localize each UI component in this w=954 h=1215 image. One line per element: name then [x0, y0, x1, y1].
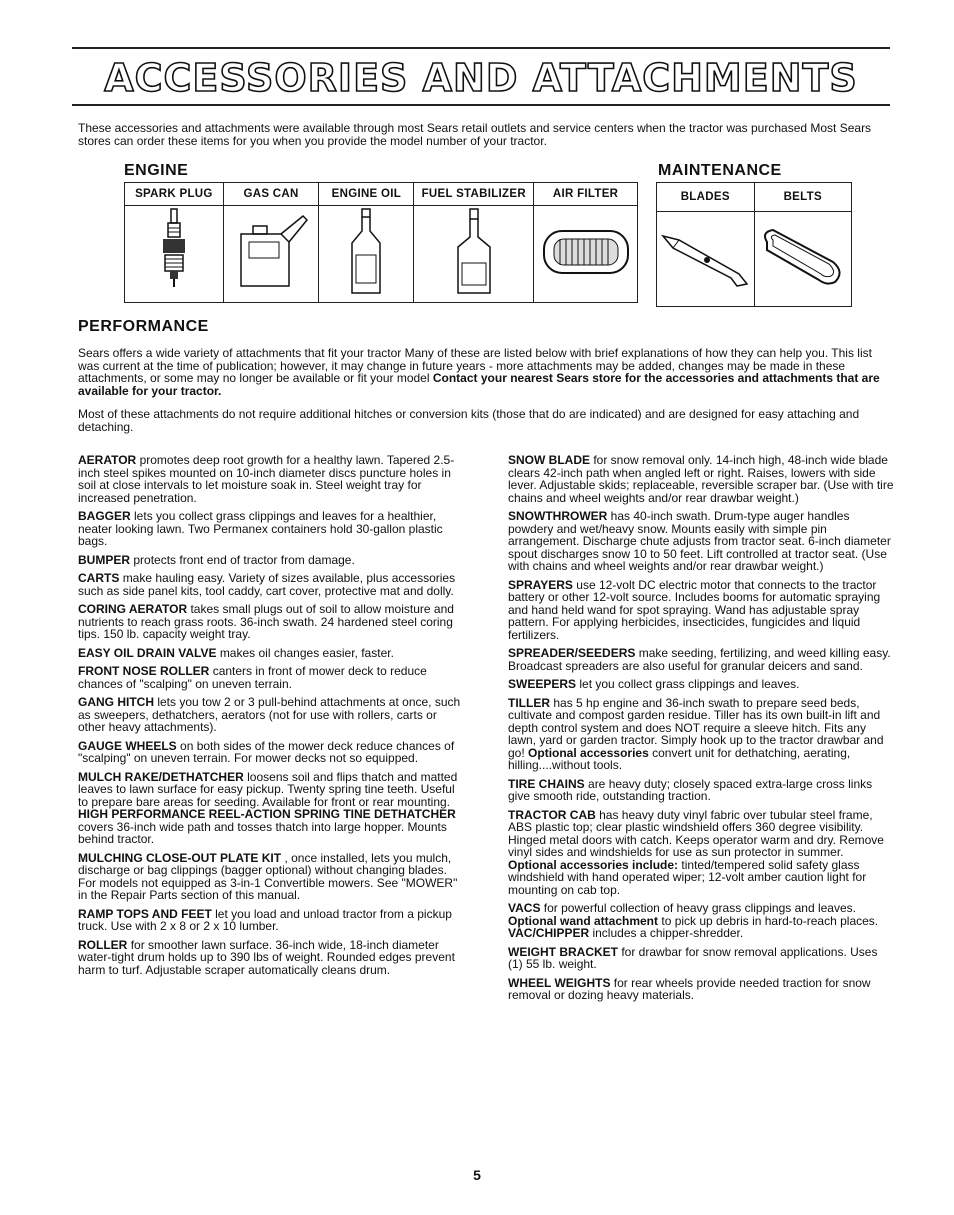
attachment-description: tinted/tempered solid safety glass windshield with hand operated wiper; 12-volt amber caution light for mounting on cab top.: [508, 857, 867, 897]
attachment-term: CORING AERATOR: [78, 602, 188, 616]
engine-item-air-filter: AIR FILTER: [534, 183, 638, 206]
attachment-entry: [508, 946, 895, 971]
engine-heading: ENGINE: [124, 162, 189, 179]
fuel-stabilizer-bottle-icon: [452, 207, 496, 297]
right-attachment-list: [508, 454, 895, 1008]
attachment-term: SNOW BLADE: [508, 453, 590, 467]
attachment-term: TILLER: [508, 695, 550, 710]
attachment-description: includes a chipper-shredder.: [592, 926, 744, 940]
attachment-term: SPRAYERS: [508, 577, 573, 592]
attachment-description: for rear wheels provide needed traction for snow removal or dozing heavy materials.: [508, 975, 871, 1002]
left-attachment-list: [78, 454, 465, 982]
attachment-entry: [508, 510, 895, 573]
attachment-description: for snow removal only. 14-inch high, 48-inch wide blade clears 42-inch path when angled left or right. Raises, lowers with side lever. Adjustable skids; replaceable, reversible scraper bar. (Use with tire chains and wheel weights and/or rear drawbar weight.): [508, 453, 894, 505]
attachment-description: has heavy duty vinyl fabric over tubular steel frame, ABS plastic top; clear plastic windshield offers 360 degree visibility. Hinged metal doors with catch. Keeps operator warm and dry. Remove vinyl sides and windshields for use as sun protector in summer.: [508, 807, 884, 859]
attachment-term: Optional accessories: [528, 745, 649, 760]
oil-bottle-icon: [346, 207, 386, 297]
attachment-description: on both sides of the mower deck reduce chances of "scalping" on uneven terrain. For mower decks not so equipped.: [78, 738, 455, 765]
attachment-term: Optional wand attachment: [508, 913, 659, 928]
belt-icon: [757, 222, 849, 292]
attachment-entry: [78, 908, 465, 933]
attachment-description: are heavy duty; closely spaced extra-large cross links give smooth ride, outstanding traction.: [508, 776, 873, 803]
attachment-entry: [508, 647, 895, 672]
mower-blade-icon: [659, 222, 751, 292]
attachment-description: for drawbar for snow removal applications. Uses (1) 55 lb. weight.: [508, 944, 878, 971]
attachment-term: FRONT NOSE ROLLER: [78, 664, 210, 678]
performance-heading: PERFORMANCE: [78, 318, 209, 335]
performance-note: Most of these attachments do not require additional hitches or conversion kits (those that do are indicated) and are designed for easy attaching and detaching.: [78, 407, 860, 434]
attachment-entry: [78, 939, 465, 977]
attachment-description: canters in front of mower deck to reduce chances of "scalping" on uneven terrain.: [78, 664, 427, 691]
performance-intro: [78, 347, 896, 397]
attachment-description: lets you tow 2 or 3 pull-behind attachments at once, such as sweepers, dethatchers, aerators (not for use with rollers, carts or other heavy attachments).: [78, 695, 461, 734]
attachment-description: use 12-volt DC electric motor that connects to the tractor battery or other 12-volt source. Includes booms for automatic spraying and hand held wand for spot spraying. Wand has adjustable spray pattern. For applying herbicides, insecticides, fungicides and liquid fertilizers.: [508, 577, 881, 642]
engine-item-fuel-stabilizer: FUEL STABILIZER: [414, 183, 534, 206]
maintenance-table: [656, 182, 852, 307]
intro-text: These accessories and attachments were available through most Sears retail outlets and service centers when the tractor was purchased Most Sears stores can order these items for you when you provide the model number of your tractor.: [78, 121, 872, 148]
attachment-entry: [78, 554, 465, 567]
page-title: ACCESSORIES AND ATTACHMENTS: [104, 56, 858, 100]
attachment-term: ROLLER: [78, 937, 128, 952]
attachment-description: convert unit for dethatching, aerating, hilling....without tools.: [508, 745, 851, 772]
attachment-description: covers 36-inch wide path and tosses thatch into large hopper. Mounts behind tractor.: [78, 819, 447, 846]
attachment-term: AERATOR: [78, 453, 137, 467]
engine-item-gas-can: GAS CAN: [223, 183, 319, 206]
attachment-entry: [508, 454, 895, 504]
attachment-term: RAMP TOPS AND FEET: [78, 906, 212, 921]
attachment-term: GANG HITCH: [78, 695, 154, 709]
spark-plug-icon: [159, 207, 189, 297]
attachment-description: lets you collect grass clippings and leaves for a healthier, neater looking lawn. Two Permanex containers hold 30-gallon plastic bags.: [78, 509, 443, 548]
attachment-term: VACS: [508, 901, 541, 915]
attachment-description: let you load and unload tractor from a pickup truck. Use with 2 x 8 or 2 x 10 lumber.: [78, 906, 452, 933]
attachment-description: make hauling easy. Variety of sizes available, plus accessories such as side panel kits, tool caddy, cart cover, protective mat and dolly.: [78, 571, 456, 598]
attachment-description: let you collect grass clippings and leaves.: [579, 677, 800, 691]
title-underline: [72, 104, 890, 106]
attachment-description: make seeding, fertilizing, and weed killing easy. Broadcast spreaders are also useful for granular deicers and sand.: [508, 646, 891, 673]
attachment-entry: [78, 572, 465, 597]
attachment-term: TIRE CHAINS: [508, 776, 585, 791]
maintenance-item-belts: BELTS: [754, 183, 852, 212]
attachment-entry: [78, 454, 465, 504]
attachment-term: TRACTOR CAB: [508, 807, 596, 822]
attachment-entry: [78, 852, 465, 902]
attachment-term: GAUGE WHEELS: [78, 738, 177, 753]
attachment-entry: [78, 603, 465, 641]
engine-item-engine-oil: ENGINE OIL: [319, 183, 414, 206]
attachment-description: has 40-inch swath. Drum-type auger handles powdery and wet/heavy snow. Mounts easily with simple pin arrangement. Discharge chute adjusts from tractor seat. 6-inch diameter spout discharges snow 10 to 50 feet. Lift controlled at tractor seat. (Use with chains and wheel weights and/or rear drawbar weight.): [508, 509, 891, 573]
attachment-description: takes small plugs out of soil to allow moisture and nutrients to reach grass roots. 36-inch swath. 24 hardened steel coring tips. 150 lb. capacity weight tray.: [78, 602, 454, 641]
attachment-entry: [78, 696, 465, 734]
attachment-entry: [78, 740, 465, 765]
attachment-entry: [78, 665, 465, 690]
attachment-term: WEIGHT BRACKET: [508, 944, 618, 959]
attachment-entry: [78, 771, 465, 846]
attachment-description: promotes deep root growth for a healthy lawn. Tapered 2.5-inch steel spikes mounted on 10-inch diameter discs puncture holes in soil at close intervals to let moisture soak in. Steel weight tray for increased penetration.: [78, 453, 455, 505]
page-number: 5: [473, 1167, 481, 1183]
attachment-term: SWEEPERS: [508, 677, 577, 691]
maintenance-heading: MAINTENANCE: [658, 162, 782, 179]
attachment-term: MULCHING CLOSE-OUT PLATE KIT: [78, 850, 282, 865]
attachment-term: Optional accessories include:: [508, 857, 679, 872]
attachment-description: loosens soil and flips thatch and matted leaves to lawn surface for easy pickup. Twenty spring tine teeth. Useful to prepare bare areas for seeding. Available for front or rear mounting.: [78, 769, 458, 809]
top-rule: [72, 47, 890, 49]
attachment-entry: [508, 697, 895, 772]
attachment-entry: [78, 647, 465, 660]
attachment-description: , once installed, lets you mulch, discharge or bag clippings (bagger optional) without changing blades. For models not equipped as 3-in-1 Convertible mowers. See "MOWER" in the Repair Parts section of this manual.: [78, 850, 458, 902]
attachment-term: MULCH RAKE/DETHATCHER: [78, 769, 244, 784]
attachment-term: WHEEL WEIGHTS: [508, 975, 611, 990]
attachment-description: to pick up debris in hard-to-reach places.: [661, 913, 879, 928]
attachment-term: BUMPER: [78, 552, 131, 567]
performance-intro-text: Sears offers a wide variety of attachments that fit your tractor Many of these are listed below with brief explanations of how they can help you. This list was current at the time of publication; however, it may change in future years - more attachments may be added, changes may be made in these attachments, or some may no longer be available or fit your model: [78, 346, 872, 385]
attachment-term: BAGGER: [78, 509, 131, 523]
attachment-entry: [508, 977, 895, 1002]
performance-intro-bold: Contact your nearest Sears store for the accessories and attachments that are available for your tractor.: [78, 371, 880, 398]
attachment-description: for smoother lawn surface. 36-inch wide, 18-inch diameter water-tight drum holds up to 390 lbs of weight. Rounded edges prevent harm to turf. Adjustable scraper automatically cleans drum.: [78, 937, 455, 977]
attachment-entry: [508, 809, 895, 897]
attachment-term: CARTS: [78, 571, 120, 585]
attachment-description: makes oil changes easier, faster.: [219, 645, 394, 660]
attachment-term: HIGH PERFORMANCE REEL-ACTION SPRING TINE DETHATCHER: [78, 807, 456, 821]
attachment-entry: [508, 778, 895, 803]
attachment-term: VAC/CHIPPER: [508, 926, 590, 940]
engine-table: [124, 182, 638, 303]
maintenance-item-blades: BLADES: [657, 183, 755, 212]
attachment-term: EASY OIL DRAIN VALVE: [78, 645, 217, 660]
attachment-entry: [78, 510, 465, 548]
attachment-entry: [508, 678, 895, 691]
attachment-entry: [508, 902, 895, 940]
attachment-term: SNOWTHROWER: [508, 509, 608, 523]
gas-can-icon: [231, 212, 311, 292]
attachment-entry: [508, 579, 895, 642]
attachment-description: for powerful collection of heavy grass clippings and leaves.: [543, 901, 856, 915]
engine-item-spark-plug: SPARK PLUG: [125, 183, 224, 206]
attachment-description: has 5 hp engine and 36-inch swath to prepare seed beds, cultivate and compost garden residue. Tiller has its own built-in lift and depth control system and does NOT require a sleeve hitch. Fits any lawn, yard or garden tractor. Simply hook up to the tractor drawbar and go!: [508, 695, 884, 760]
attachment-term: SPREADER/SEEDERS: [508, 646, 636, 660]
attachment-description: protects front end of tractor from damage.: [133, 552, 355, 567]
air-filter-icon: [540, 217, 632, 287]
